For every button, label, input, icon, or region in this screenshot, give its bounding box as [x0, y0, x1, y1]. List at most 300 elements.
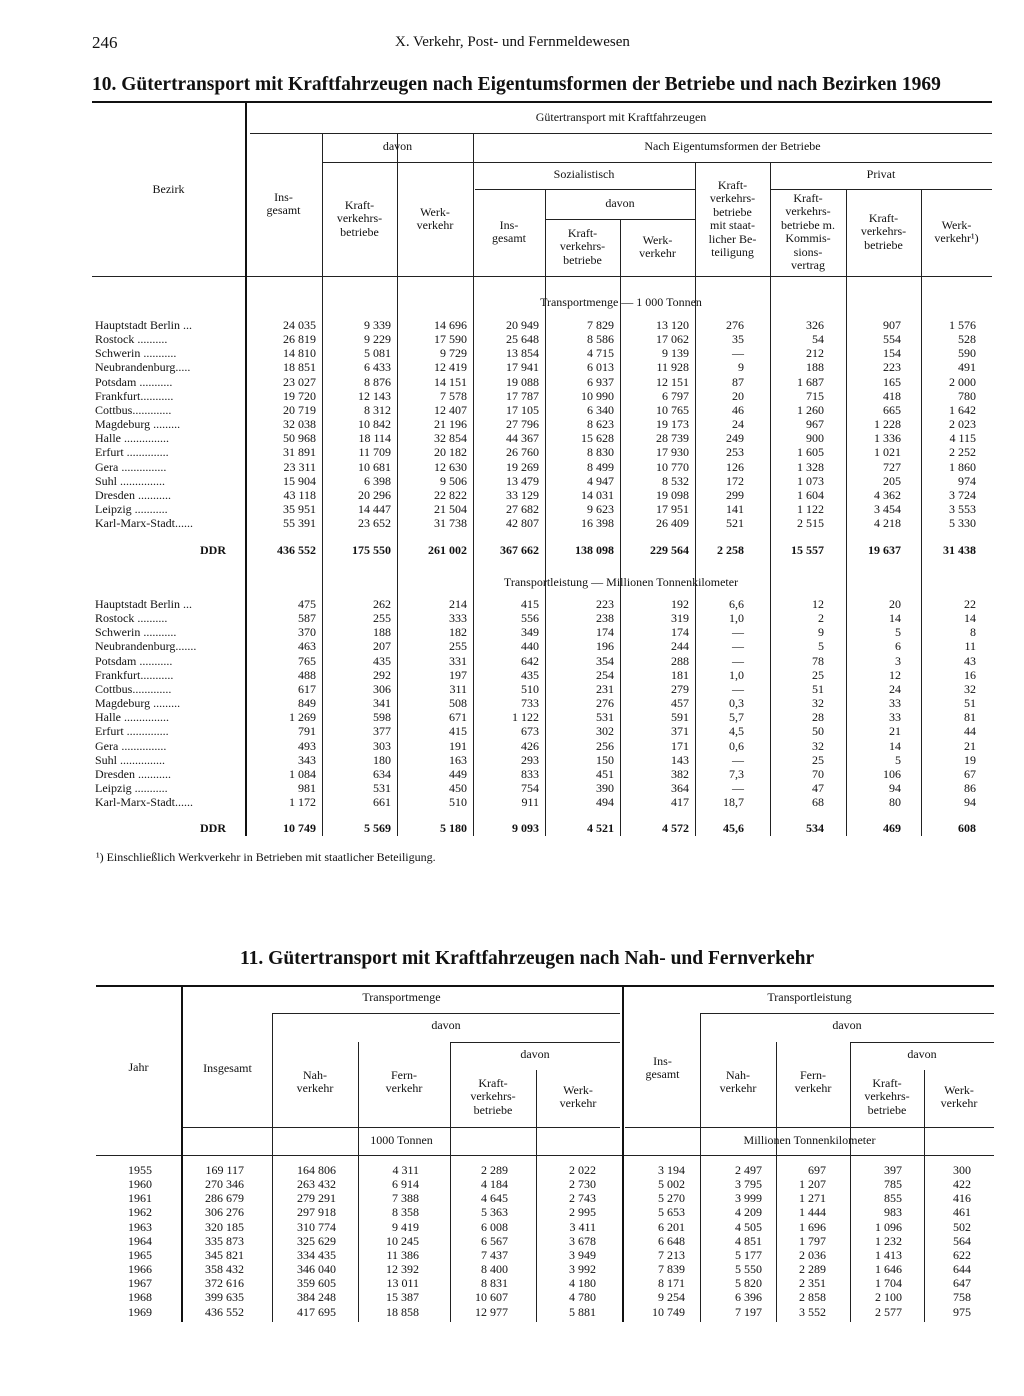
section2-label: Transportleistung — Millionen Tonnenkilometer	[503, 575, 739, 589]
rule	[475, 189, 695, 190]
table-cell: 758	[953, 1290, 971, 1305]
table-row-label: Suhl ...............	[95, 473, 166, 488]
table-cell: 2 289	[481, 1163, 508, 1177]
table-cell: 54	[812, 332, 824, 347]
table-cell: 15 387	[386, 1290, 419, 1305]
table-cell: 18 851	[283, 360, 316, 375]
table-cell: 440	[521, 639, 539, 654]
table-cell: 31 738	[434, 516, 467, 531]
table-cell: 23 311	[283, 459, 316, 474]
table-cell: 665	[883, 402, 901, 417]
table-row-label: Gera ...............	[95, 459, 167, 474]
table-row-label: Dresden ...........	[95, 487, 171, 502]
table-cell: 35	[732, 332, 744, 347]
table-cell: 319	[671, 611, 689, 626]
rule	[770, 189, 992, 190]
table-cell: 43 118	[283, 487, 316, 502]
year-cell: 1967	[128, 1276, 152, 1291]
table-cell: 1,0	[729, 667, 744, 682]
header-jahr: Jahr	[128, 1060, 149, 1075]
rule	[96, 985, 994, 987]
table-cell: 44 367	[506, 431, 539, 446]
table-cell: 2	[818, 611, 824, 626]
table-cell: 415	[449, 724, 467, 739]
table-cell: 143	[671, 752, 689, 767]
table-total-cell: 534	[806, 821, 824, 835]
table-cell: 1 228	[874, 417, 901, 432]
table-cell: 14 810	[283, 346, 316, 361]
table-row-label: Karl-Marx-Stadt......	[95, 516, 193, 531]
table-cell: 399 635	[205, 1290, 244, 1305]
year-cell: 1968	[128, 1290, 152, 1305]
table-row-label: Potsdam ...........	[95, 374, 173, 389]
table-total-cell: 15 557	[791, 543, 824, 557]
table-cell: 2 036	[799, 1247, 826, 1262]
rule	[92, 101, 992, 103]
header-privat: Privat	[866, 167, 896, 182]
table-cell: 6 914	[392, 1177, 419, 1192]
header-guetertransport: Gütertransport mit Kraftfahrzeugen	[535, 110, 707, 125]
table-cell: 196	[596, 639, 614, 654]
table-cell: 20 182	[434, 445, 467, 460]
table-cell: 14 151	[434, 374, 467, 389]
table-cell: 50	[812, 724, 824, 739]
table-cell: 180	[373, 752, 391, 767]
table-total-cell: 10 749	[283, 821, 316, 835]
table-cell: 7 829	[587, 318, 614, 332]
table-cell: 192	[671, 597, 689, 611]
table-cell: 9 139	[662, 346, 689, 361]
table-cell: 288	[671, 653, 689, 668]
table-cell: —	[732, 653, 744, 668]
table-row-label: Leipzig ...........	[95, 501, 168, 516]
table-cell: 14 031	[581, 487, 614, 502]
table-row-label: Suhl ...............	[95, 752, 166, 767]
table-cell: 24	[732, 417, 744, 432]
table-cell: 475	[298, 597, 316, 611]
table-total-cell: 45,6	[723, 821, 744, 835]
table-cell: 5	[895, 752, 901, 767]
table-cell: 7 388	[392, 1191, 419, 1206]
table-cell: 1 328	[797, 459, 824, 474]
header-sozialistisch: Sozialistisch	[553, 167, 615, 182]
table-cell: 5 330	[949, 516, 976, 531]
table-cell: 17 062	[656, 332, 689, 347]
rule	[700, 1013, 994, 1014]
table-row-label: Halle ...............	[95, 431, 169, 446]
table-cell: 364	[671, 780, 689, 795]
table11-title: 11. Gütertransport mit Kraftfahrzeugen nach Nah- und Fernverkehr	[240, 948, 815, 969]
table-cell: 12 392	[386, 1262, 419, 1277]
table-cell: 3 552	[799, 1304, 826, 1319]
table-cell: 531	[373, 780, 391, 795]
header-priv-kommissionsvertrag: Kraft- verkehrs- betriebe m. Kommis- sions- vertrag	[781, 190, 835, 272]
table-cell: 416	[953, 1191, 971, 1206]
table-row-label: Frankfurt...........	[95, 388, 174, 403]
table-cell: 377	[373, 724, 391, 739]
table-row-label: Rostock ..........	[95, 611, 168, 626]
table-cell: 10 765	[656, 402, 689, 417]
table10-title: 10. Gütertransport mit Kraftfahrzeugen nach Eigentumsformen der Betriebe und nach Bezirken 1969	[92, 74, 941, 95]
table-cell: 6 398	[364, 473, 391, 488]
table-cell: 174	[596, 625, 614, 640]
table-cell: 3 678	[569, 1233, 596, 1248]
table-cell: 11 928	[656, 360, 689, 375]
header-bezirk: Bezirk	[152, 182, 185, 197]
header-insgesamt-left: Insgesamt	[203, 1061, 252, 1076]
table-cell: 2 995	[569, 1205, 596, 1220]
table-cell: 26 409	[656, 516, 689, 531]
table-cell: 1 260	[797, 402, 824, 417]
header-insgesamt: Ins- gesamt	[266, 189, 301, 217]
table-cell: 12 977	[475, 1304, 508, 1319]
table-cell: 384 248	[297, 1290, 336, 1305]
table-cell: 1 413	[875, 1247, 902, 1262]
table-cell: 15 904	[283, 473, 316, 488]
table-cell: 8 532	[662, 473, 689, 488]
header-kraftverkehrsbetriebe-left: Kraft- verkehrs- betriebe	[470, 1075, 516, 1117]
table-cell: 1,0	[729, 611, 744, 626]
table-row-label: Erfurt ..............	[95, 445, 169, 460]
table-cell: 463	[298, 639, 316, 654]
table-cell: 14 696	[434, 318, 467, 332]
table-cell: 2 289	[799, 1262, 826, 1277]
table-cell: 422	[953, 1177, 971, 1192]
table-cell: 14	[889, 738, 901, 753]
table-cell: 276	[596, 696, 614, 711]
table-cell: 154	[883, 346, 901, 361]
table-cell: 590	[958, 346, 976, 361]
table-cell: 10 842	[358, 417, 391, 432]
table-cell: 68	[812, 795, 824, 810]
header-insgesamt-right: Ins- gesamt	[645, 1053, 680, 1081]
table-cell: 8 876	[364, 374, 391, 389]
table-cell: 300	[953, 1163, 971, 1177]
table-cell: 188	[806, 360, 824, 375]
table-row-label: Magdeburg .........	[95, 417, 181, 432]
table-cell: 1 444	[799, 1205, 826, 1220]
table-cell: 20	[732, 388, 744, 403]
table-cell: 5 081	[364, 346, 391, 361]
header-davon-left: davon	[431, 1018, 461, 1033]
table-cell: 1 704	[875, 1276, 902, 1291]
table-cell: 510	[449, 795, 467, 810]
table-cell: 3 553	[949, 501, 976, 516]
table-cell: 21	[964, 738, 976, 753]
table-cell: 17 105	[506, 402, 539, 417]
table-total-cell: 4 521	[587, 821, 614, 835]
table-cell: 169 117	[205, 1163, 244, 1177]
table-cell: 17 941	[506, 360, 539, 375]
table-row-label: Schwerin ...........	[95, 625, 177, 640]
table-cell: 262	[373, 597, 391, 611]
table-cell: 19	[964, 752, 976, 767]
table-total-cell: 2 258	[717, 543, 744, 557]
table-cell: 3 992	[569, 1262, 596, 1277]
table-cell: 2 497	[735, 1163, 762, 1177]
header-transportleistung: Transportleistung	[767, 990, 852, 1005]
table-cell: 451	[596, 766, 614, 781]
table-cell: 587	[298, 611, 316, 626]
table-cell: 33	[889, 696, 901, 711]
table-cell: 19 720	[283, 388, 316, 403]
table-cell: 32 854	[434, 431, 467, 446]
table-cell: 303	[373, 738, 391, 753]
table-cell: 1 336	[874, 431, 901, 446]
table-cell: 493	[298, 738, 316, 753]
table-cell: 6 013	[587, 360, 614, 375]
table-cell: 6 937	[587, 374, 614, 389]
table-cell: 87	[732, 374, 744, 389]
table-cell: 24 035	[283, 318, 316, 332]
table-cell: 554	[883, 332, 901, 347]
table-cell: 1 605	[797, 445, 824, 460]
table-cell: 2 730	[569, 1177, 596, 1192]
table-cell: 1 576	[949, 318, 976, 332]
table-cell: 5 363	[481, 1205, 508, 1220]
table-row-label: Frankfurt...........	[95, 667, 174, 682]
table-cell: 25	[812, 667, 824, 682]
table-cell: 253	[726, 445, 744, 460]
table-cell: 617	[298, 681, 316, 696]
table-cell: 981	[298, 780, 316, 795]
table-cell: 974	[958, 473, 976, 488]
table-cell: 9	[738, 360, 744, 375]
table-cell: 911	[521, 795, 539, 810]
table-cell: 214	[449, 597, 467, 611]
header-soz-kraftverkehrsbetriebe: Kraft- verkehrs- betriebe	[559, 225, 606, 267]
table-cell: 19 269	[506, 459, 539, 474]
table-cell: 335 873	[205, 1233, 244, 1248]
table-cell: 2 351	[799, 1276, 826, 1291]
table-total-cell: 229 564	[650, 543, 689, 557]
table-cell: 8 312	[364, 402, 391, 417]
year-cell: 1962	[128, 1205, 152, 1220]
year-cell: 1965	[128, 1247, 152, 1262]
header-kraftverkehrsbetriebe-right: Kraft- verkehrs- betriebe	[864, 1075, 910, 1117]
header-werkverkehr-right: Werk- verkehr	[940, 1082, 978, 1110]
table-cell: 449	[449, 766, 467, 781]
table-row-label: Erfurt ..............	[95, 724, 169, 739]
table-cell: 341	[373, 696, 391, 711]
table-cell: 7 839	[658, 1262, 685, 1277]
table-cell: 4 505	[735, 1219, 762, 1234]
table-row-label: Hauptstadt Berlin ...	[95, 597, 192, 611]
table-cell: 223	[596, 597, 614, 611]
table-cell: 359 605	[297, 1276, 336, 1291]
page-number: 246	[92, 33, 118, 52]
table-cell: 197	[449, 667, 467, 682]
header-nahverkehr-left: Nah- verkehr	[296, 1067, 334, 1095]
table-cell: 1 642	[949, 402, 976, 417]
table-cell: 346 040	[297, 1262, 336, 1277]
table-cell: 1 021	[874, 445, 901, 460]
table-cell: 163	[449, 752, 467, 767]
year-cell: 1964	[128, 1233, 152, 1248]
table-cell: 50 968	[283, 431, 316, 446]
header-eigentumsformen: Nach Eigentumsformen der Betriebe	[644, 139, 821, 154]
table-total-cell: 436 552	[277, 543, 316, 557]
table-cell: 900	[806, 431, 824, 446]
table-cell: 5	[818, 639, 824, 654]
table-cell: 508	[449, 696, 467, 711]
table-cell: 78	[812, 653, 824, 668]
table-cell: 6 008	[481, 1219, 508, 1234]
table-cell: 17 930	[656, 445, 689, 460]
table-cell: 44	[964, 724, 976, 739]
table-total-cell: 175 550	[352, 543, 391, 557]
table-cell: 8 586	[587, 332, 614, 347]
header-davon: davon	[382, 139, 413, 154]
table-cell: 172	[726, 473, 744, 488]
table-cell: 164 806	[297, 1163, 336, 1177]
table-cell: 11	[964, 639, 976, 654]
table-cell: —	[732, 681, 744, 696]
table-cell: 1 096	[875, 1219, 902, 1234]
table-cell: —	[732, 625, 744, 640]
rule	[850, 1042, 994, 1043]
rule	[96, 1155, 994, 1156]
table-cell: 457	[671, 696, 689, 711]
table-cell: 358 432	[205, 1262, 244, 1277]
table-cell: 7,3	[729, 766, 744, 781]
table-cell: 390	[596, 780, 614, 795]
table-cell: 598	[373, 710, 391, 725]
table-cell: 1 646	[875, 1262, 902, 1277]
header-soz-insgesamt: Ins- gesamt	[492, 217, 526, 245]
table-cell: 279	[671, 681, 689, 696]
table-cell: 231	[596, 681, 614, 696]
table-cell: 32 038	[283, 417, 316, 432]
table-cell: 18,7	[723, 795, 744, 810]
header-kraftverkehrsbetriebe: Kraft- verkehrs- betriebe	[336, 197, 383, 239]
table-cell: 33 129	[506, 487, 539, 502]
table-cell: 426	[521, 738, 539, 753]
table-cell: 4 218	[874, 516, 901, 531]
table-cell: 70	[812, 766, 824, 781]
table-cell: 0,3	[729, 696, 744, 711]
table-cell: 1 696	[799, 1219, 826, 1234]
table-cell: 334 435	[297, 1247, 336, 1262]
table-cell: 5 002	[658, 1177, 685, 1192]
year-cell: 1969	[128, 1304, 152, 1319]
table-total-cell: 4 572	[662, 821, 689, 835]
table-cell: 715	[806, 388, 824, 403]
table-cell: 6 433	[364, 360, 391, 375]
table-cell: 16 398	[581, 516, 614, 531]
table-cell: 276	[726, 318, 744, 332]
header-priv-werkverkehr: Werk- verkehr¹)	[934, 217, 979, 245]
table-cell: 3 454	[874, 501, 901, 516]
table-cell: 382	[671, 766, 689, 781]
table-cell: 1 084	[289, 766, 316, 781]
table-cell: —	[732, 780, 744, 795]
table-cell: 24	[889, 681, 901, 696]
table-cell: 528	[958, 332, 976, 347]
table-cell: 12 407	[434, 402, 467, 417]
table-total-cell: 367 662	[500, 543, 539, 557]
table-cell: 310 774	[297, 1219, 336, 1234]
table-cell: 8 623	[587, 417, 614, 432]
table-cell: 4 209	[735, 1205, 762, 1220]
header-priv-kraftverkehrsbetriebe: Kraft- verkehrs- betriebe	[860, 210, 907, 252]
table-row-label: Dresden ...........	[95, 766, 171, 781]
table-cell: 4 115	[949, 431, 976, 446]
table-total-cell: 9 093	[512, 821, 539, 835]
table-cell: 642	[521, 653, 539, 668]
table-cell: 3 795	[735, 1177, 762, 1192]
table-cell: 182	[449, 625, 467, 640]
header-soz-davon: davon	[605, 196, 635, 211]
table-total-label: DDR	[200, 543, 226, 557]
table-cell: 255	[373, 611, 391, 626]
table-cell: 13 479	[506, 473, 539, 488]
table-cell: 174	[671, 625, 689, 640]
table-cell: 780	[958, 388, 976, 403]
year-cell: 1966	[128, 1262, 152, 1277]
table-cell: 35 951	[283, 501, 316, 516]
table-cell: 733	[521, 696, 539, 711]
table-cell: 17 951	[656, 501, 689, 516]
table-cell: 983	[884, 1205, 902, 1220]
table-cell: 188	[373, 625, 391, 640]
table-cell: 5 550	[735, 1262, 762, 1277]
table-cell: 510	[521, 681, 539, 696]
table-cell: 8	[970, 625, 976, 640]
table-cell: 6 201	[658, 1219, 685, 1234]
table-cell: 20	[889, 597, 901, 611]
table-cell: 86	[964, 780, 976, 795]
year-cell: 1955	[128, 1163, 152, 1177]
table-cell: 126	[726, 459, 744, 474]
table-cell: 191	[449, 738, 467, 753]
table-cell: 370	[298, 625, 316, 640]
table-cell: 9	[818, 625, 824, 640]
table-row-label: Gera ...............	[95, 738, 167, 753]
header-fernverkehr-right: Fern- verkehr	[794, 1067, 832, 1095]
table-cell: 8 358	[392, 1205, 419, 1220]
header-davon-right: davon	[832, 1018, 862, 1033]
table-cell: 9 419	[392, 1219, 419, 1234]
year-cell: 1960	[128, 1177, 152, 1192]
table-cell: 2 000	[949, 374, 976, 389]
table-cell: 349	[521, 625, 539, 640]
table-cell: 9 729	[440, 346, 467, 361]
table-cell: 6 797	[662, 388, 689, 403]
table-cell: 212	[806, 346, 824, 361]
table-cell: 9 623	[587, 501, 614, 516]
table-cell: 17 787	[506, 388, 539, 403]
table-cell: 171	[671, 738, 689, 753]
table-cell: 0,6	[729, 738, 744, 753]
table-cell: 293	[521, 752, 539, 767]
table-cell: 12	[812, 597, 824, 611]
table-row-label: Karl-Marx-Stadt......	[95, 795, 193, 810]
table-cell: 14	[964, 611, 976, 626]
table-cell: 20 949	[506, 318, 539, 332]
table-cell: 754	[521, 780, 539, 795]
table-cell: 5 820	[735, 1276, 762, 1291]
table-cell: 6 567	[481, 1233, 508, 1248]
table-row-label: Cottbus.............	[95, 402, 172, 417]
table-cell: 94	[964, 795, 976, 810]
table-cell: 5,7	[729, 710, 744, 725]
table-cell: 12 630	[434, 459, 467, 474]
table-cell: 3 724	[949, 487, 976, 502]
table-cell: 55 391	[283, 516, 316, 531]
table-cell: 51	[812, 681, 824, 696]
table-cell: 1 207	[799, 1177, 826, 1192]
